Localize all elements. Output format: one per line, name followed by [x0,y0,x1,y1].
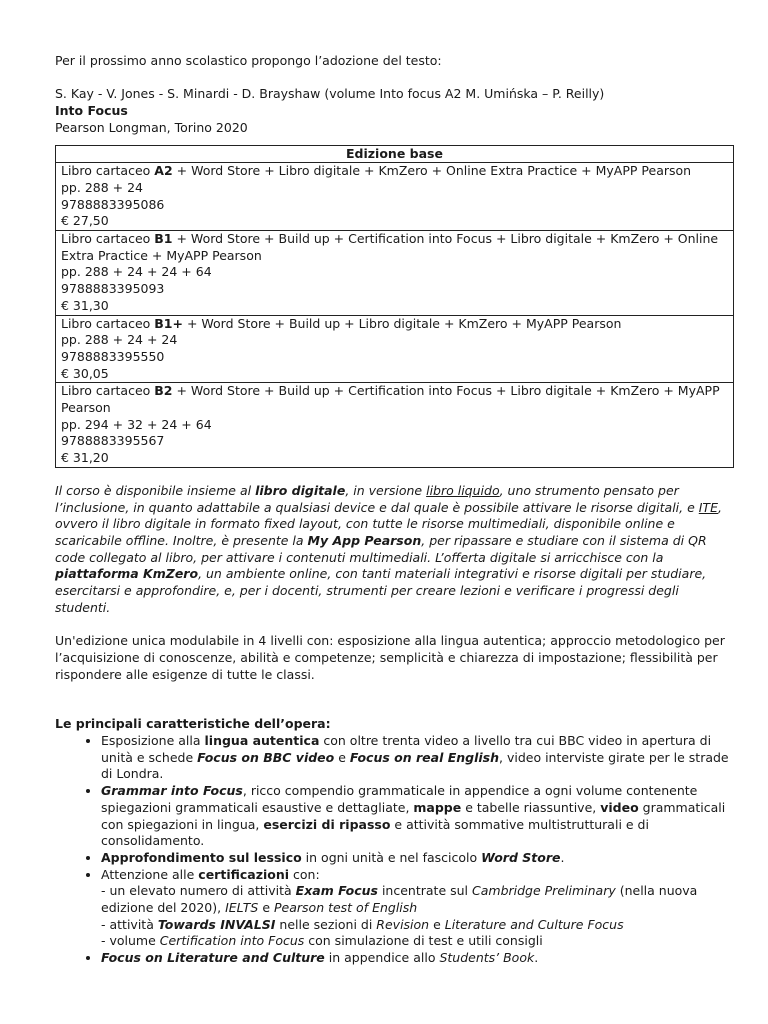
row-description: Libro cartaceo B1 + Word Store + Build up + Certification into Focus + Libro digitale + KmZero + Online Extra Practice + MyAPP Pearson [61,231,719,263]
row-pages: pp. 288 + 24 + 24 [61,332,178,348]
row-description: Libro cartaceo B1+ + Word Store + Build up + Libro digitale + KmZero + MyAPP Pearson [61,315,622,331]
edition-table [55,145,734,468]
table-row [56,163,734,231]
level-label: B2 [154,383,173,399]
row-description: Libro cartaceo A2 + Word Store + Libro digitale + KmZero + Online Extra Practice + MyAPP Pearson [61,163,692,179]
row-description: Libro cartaceo B2 + Word Store + Build up + Certification into Focus + Libro digitale + KmZero + MyAPP Pearson [61,383,720,416]
features-title: Le principali caratteristiche dell’opera: [55,716,331,732]
level-label: B1 [154,231,173,247]
table-row [56,383,734,468]
book-publisher: Pearson Longman, Torino 2020 [55,119,248,135]
list-item: • Attenzione alle certificazioni con: - un elevato numero di attività Exam Focus incentrate sul Cambridge Preliminary (nella nuova edizione del 2020), IELTS e Pearson test of English - attività Towards INVALSI nelle sezioni di Revision e Literature and Culture Focus - volume Certification into Focus con simulazione di test e utili consigli [101,867,735,951]
row-isbn: 9788883395550 [61,348,165,364]
table-row [56,231,734,316]
list-item: • Focus on Literature and Culture in appendice allo Students’ Book. [101,950,735,967]
edition-table-header: Edizione base [56,145,734,163]
book-authors: S. Kay - V. Jones - S. Minardi - D. Brayshaw (volume Into focus A2 M. Umińska – P. Reilly) [55,86,605,102]
document-body [55,53,735,967]
row-pages: pp. 288 + 24 + 24 + 64 [61,264,212,280]
row-isbn: 9788883395567 [61,433,165,449]
intro-text: Per il prossimo anno scolastico propongo l’adozione del testo: [55,53,442,68]
level-label: A2 [154,163,173,179]
list-item: • Esposizione alla lingua autentica con oltre trenta video a livello tra cui BBC video in apertura di unità e schede Focus on BBC video e Focus on real English, video interviste girate per le strade di Londra. [101,733,735,783]
book-title: Into Focus [55,103,128,119]
list-item: • Grammar into Focus, ricco compendio grammaticale in appendice a ogni volume contenente spiegazioni grammaticali esaustive e dettagliate, mappe e tabelle riassuntive, video grammaticali con spiegazioni in lingua, esercizi di ripasso e attività sommative multistrutturali e di consolidamento. [101,783,735,850]
edition-description: Un'edizione unica modulabile in 4 livelli con: esposizione alla lingua autentica; approccio metodologico per l’acquisizione di conoscenze, abilità e competenze; semplicità e chiarezza di impostazione; flessibilità per rispondere alle esigenze di tutte le classi. [55,633,725,682]
list-item: • Approfondimento sul lessico in ogni unità e nel fascicolo Word Store. [101,850,735,867]
row-price: € 27,50 [61,213,109,229]
row-pages: pp. 294 + 32 + 24 + 64 [61,416,212,432]
row-price: € 31,20 [61,450,109,466]
level-label: B1+ [154,315,183,331]
row-isbn: 9788883395093 [61,281,165,297]
digital-description: Il corso è disponibile insieme al libro digitale, in versione libro liquido, uno strumento pensato per l’inclusione, in quanto adattabile a qualsiasi device e dal quale è possibile attivare le risorse digitali, e ITE, ovvero il libro digitale in formato fixed layout, con tutte le risorse multimediali, disponibile online e scaricabile offline. Inoltre, è presente la My App Pearson, per ripassare e studiare con il sistema di QR code collegato al libro, per attivare i contenuti multimediali. L’offerta digitale si arricchisce con la piattaforma KmZero, un ambiente online, con tanti materiali integrativi e risorse digitali per studiare, esercitarsi e approfondire, e, per i docenti, strumenti per creare lezioni e verificare i progressi degli studenti. [55,482,722,615]
table-row [56,315,734,383]
features-list [55,733,735,967]
row-price: € 31,30 [61,297,109,313]
row-isbn: 9788883395086 [61,196,165,212]
row-pages: pp. 288 + 24 [61,179,144,195]
row-price: € 30,05 [61,365,109,381]
